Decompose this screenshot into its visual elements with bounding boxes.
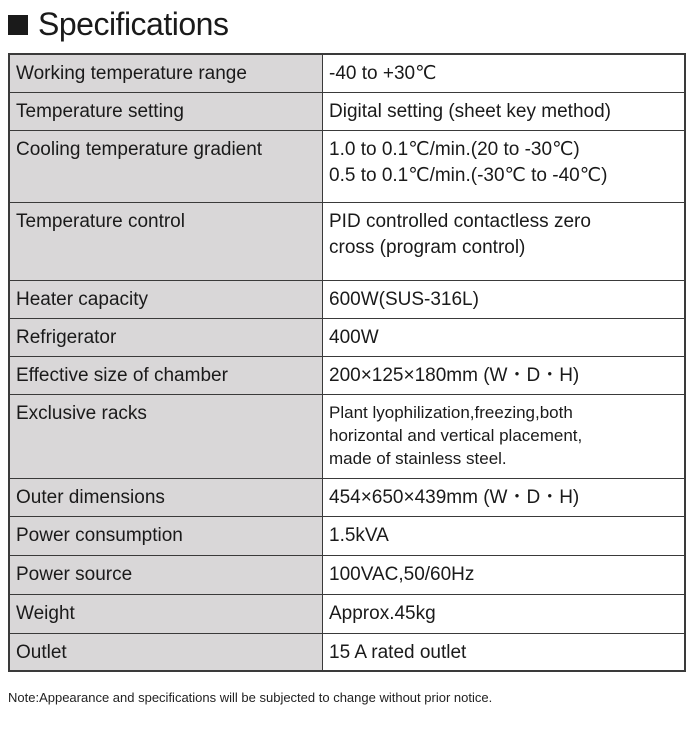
spec-label: Exclusive racks (9, 394, 323, 478)
spec-label: Outlet (9, 633, 323, 671)
spec-row (9, 394, 685, 478)
spec-row (9, 516, 685, 555)
spec-row (9, 318, 685, 356)
spec-value: 1.5kVA (323, 516, 686, 555)
spec-table (8, 53, 686, 672)
section-title: Specifications (38, 5, 229, 42)
spec-value: Plant lyophilization,freezing,both horizontal and vertical placement, made of stainless steel. (323, 394, 686, 478)
spec-value: 200×125×180mm (W・D・H) (323, 356, 686, 394)
spec-row (9, 280, 685, 318)
spec-value: 400W (323, 318, 686, 356)
spec-value: 454×650×439mm (W・D・H) (323, 478, 686, 516)
spec-value: 600W(SUS-316L) (323, 280, 686, 318)
spec-label: Outer dimensions (9, 478, 323, 516)
spec-label: Weight (9, 594, 323, 633)
spec-row (9, 633, 685, 671)
spec-label: Effective size of chamber (9, 356, 323, 394)
spec-label: Heater capacity (9, 280, 323, 318)
section-heading (8, 4, 228, 44)
spec-value: 100VAC,50/60Hz (323, 555, 686, 594)
spec-row (9, 202, 685, 280)
spec-value: Digital setting (sheet key method) (323, 92, 686, 130)
black-square-icon (8, 15, 28, 35)
spec-row (9, 92, 685, 130)
spec-row (9, 356, 685, 394)
spec-value: -40 to +30℃ (323, 54, 686, 92)
spec-row (9, 130, 685, 202)
spec-label: Power consumption (9, 516, 323, 555)
spec-label: Working temperature range (9, 54, 323, 92)
spec-value: PID controlled contactless zero cross (program control) (323, 202, 686, 280)
spec-row (9, 594, 685, 633)
spec-row (9, 478, 685, 516)
spec-row (9, 555, 685, 594)
spec-value: 1.0 to 0.1℃/min.(20 to -30℃) 0.5 to 0.1℃/min.(-30℃ to -40℃) (323, 130, 686, 202)
spec-value: Approx.45kg (323, 594, 686, 633)
spec-label: Refrigerator (9, 318, 323, 356)
spec-label: Power source (9, 555, 323, 594)
spec-label: Temperature setting (9, 92, 323, 130)
disclaimer-note: Note:Appearance and specifications will be subjected to change without prior notice. (8, 690, 493, 705)
spec-value: 15 A rated outlet (323, 633, 686, 671)
spec-row (9, 54, 685, 92)
spec-label: Temperature control (9, 202, 323, 280)
spec-label: Cooling temperature gradient (9, 130, 323, 202)
